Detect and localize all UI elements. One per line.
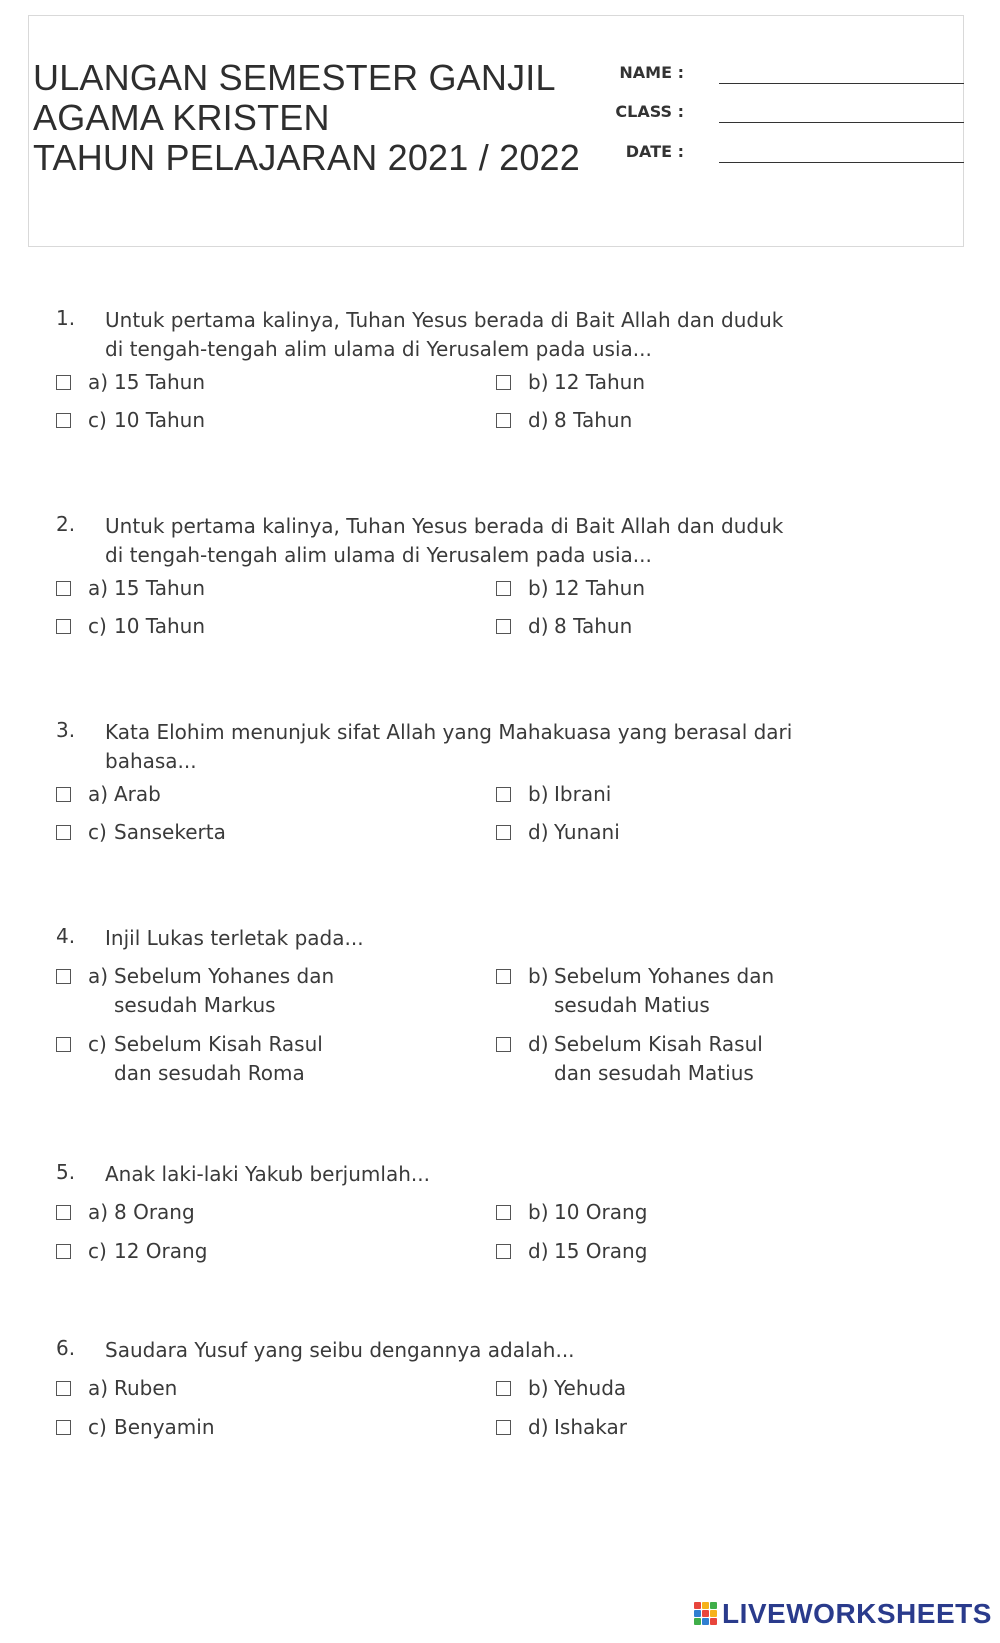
checkbox[interactable]	[56, 375, 71, 390]
option-letter: b)	[528, 782, 549, 806]
checkbox[interactable]	[56, 581, 71, 596]
option-text: 10 Tahun	[114, 408, 205, 432]
date-input-line[interactable]	[719, 162, 964, 163]
option-text-line: Sebelum Yohanes dan	[114, 964, 335, 988]
title-line-2: AGAMA KRISTEN	[33, 97, 330, 138]
option-text: 8 Tahun	[554, 614, 633, 638]
checkbox[interactable]	[56, 825, 71, 840]
option-text: 15 Orang	[554, 1239, 648, 1263]
question-number: 1.	[56, 306, 76, 330]
checkbox[interactable]	[496, 581, 511, 596]
question-text-line: Saudara Yusuf yang seibu dengannya adalah...	[105, 1338, 575, 1362]
checkbox[interactable]	[496, 375, 511, 390]
option-letter: c)	[88, 1415, 107, 1439]
question-text	[105, 1336, 825, 1365]
checkbox[interactable]	[56, 1244, 71, 1259]
option-letter: d)	[528, 1032, 549, 1056]
question-text-line: Injil Lukas terletak pada...	[105, 926, 364, 950]
name-field[interactable]	[569, 58, 964, 88]
option-text: Yunani	[554, 820, 620, 844]
question-number: 5.	[56, 1160, 76, 1184]
question-text	[105, 306, 825, 364]
question-text-line: Anak laki-laki Yakub berjumlah...	[105, 1162, 430, 1186]
checkbox[interactable]	[496, 969, 511, 984]
option-text: Ibrani	[554, 782, 612, 806]
option-text: 10 Tahun	[114, 614, 205, 638]
worksheet-title	[33, 58, 580, 178]
option-text: 8 Tahun	[554, 408, 633, 432]
class-label: CLASS :	[615, 102, 684, 121]
checkbox[interactable]	[56, 1037, 71, 1052]
question-4	[56, 924, 956, 1085]
option-letter: b)	[528, 1376, 549, 1400]
logo-grid-icon	[694, 1602, 718, 1626]
option-letter: d)	[528, 408, 549, 432]
option-text: 10 Orang	[554, 1200, 648, 1224]
option-text: Ruben	[114, 1376, 178, 1400]
option-text: 15 Tahun	[114, 576, 205, 600]
date-field[interactable]	[569, 137, 964, 167]
option-letter: c)	[88, 820, 107, 844]
option-text: 15 Tahun	[114, 370, 205, 394]
option-text-line: Sebelum Yohanes dan	[554, 964, 775, 988]
header-box	[28, 15, 964, 247]
option-text: Benyamin	[114, 1415, 215, 1439]
option-text-line: dan sesudah Roma	[114, 1061, 305, 1085]
question-text	[105, 1160, 825, 1189]
question-number: 6.	[56, 1336, 76, 1360]
checkbox[interactable]	[496, 787, 511, 802]
option-letter: d)	[528, 1239, 549, 1263]
question-text	[105, 718, 825, 776]
date-label: DATE :	[625, 142, 684, 161]
question-text	[105, 924, 825, 953]
checkbox[interactable]	[56, 1205, 71, 1220]
option-letter: a)	[88, 782, 109, 806]
question-text-line: di tengah-tengah alim ulama di Yerusalem pada usia...	[105, 543, 652, 567]
option-letter: b)	[528, 1200, 549, 1224]
option-letter: a)	[88, 576, 109, 600]
option-letter: d)	[528, 1415, 549, 1439]
title-line-1: ULANGAN SEMESTER GANJIL	[33, 57, 556, 98]
question-text-line: Untuk pertama kalinya, Tuhan Yesus berada di Bait Allah dan duduk	[105, 514, 784, 538]
option-letter: c)	[88, 408, 107, 432]
option-text-line: sesudah Markus	[114, 993, 276, 1017]
question-text-line: Kata Elohim menunjuk sifat Allah yang Mahakuasa yang berasal dari	[105, 720, 793, 744]
question-2	[56, 512, 956, 638]
checkbox[interactable]	[496, 413, 511, 428]
option-letter: c)	[88, 1032, 107, 1056]
checkbox[interactable]	[56, 413, 71, 428]
question-text	[105, 512, 825, 570]
option-text	[114, 1030, 323, 1088]
checkbox[interactable]	[496, 1037, 511, 1052]
question-number: 2.	[56, 512, 76, 536]
option-text	[114, 962, 334, 1020]
checkbox[interactable]	[56, 1420, 71, 1435]
checkbox[interactable]	[56, 787, 71, 802]
option-letter: a)	[88, 964, 109, 988]
liveworksheets-logo	[694, 1596, 992, 1632]
option-text-line: Sebelum Kisah Rasul	[554, 1032, 763, 1056]
name-input-line[interactable]	[719, 83, 964, 84]
question-text-line: bahasa...	[105, 749, 197, 773]
option-text: Yehuda	[554, 1376, 627, 1400]
option-letter: a)	[88, 1200, 109, 1224]
option-text: 12 Tahun	[554, 370, 645, 394]
option-letter: c)	[88, 1239, 107, 1263]
option-letter: d)	[528, 820, 549, 844]
option-text: Arab	[114, 782, 161, 806]
question-5	[56, 1160, 956, 1263]
checkbox[interactable]	[496, 1381, 511, 1396]
name-label: NAME :	[619, 63, 684, 82]
option-text-line: sesudah Matius	[554, 993, 710, 1017]
question-6	[56, 1336, 956, 1439]
question-1	[56, 306, 956, 432]
option-text-line: dan sesudah Matius	[554, 1061, 754, 1085]
logo-text: LIVEWORKSHEETS	[722, 1598, 992, 1629]
question-number: 4.	[56, 924, 76, 948]
checkbox[interactable]	[56, 619, 71, 634]
checkbox[interactable]	[496, 619, 511, 634]
checkbox[interactable]	[496, 825, 511, 840]
option-letter: a)	[88, 1376, 109, 1400]
option-text	[554, 1030, 763, 1088]
option-text: 12 Orang	[114, 1239, 208, 1263]
question-3	[56, 718, 956, 844]
checkbox[interactable]	[496, 1205, 511, 1220]
class-input-line[interactable]	[719, 122, 964, 123]
question-text-line: di tengah-tengah alim ulama di Yerusalem pada usia...	[105, 337, 652, 361]
option-text: Ishakar	[554, 1415, 627, 1439]
option-letter: b)	[528, 964, 549, 988]
question-number: 3.	[56, 718, 76, 742]
checkbox[interactable]	[496, 1244, 511, 1259]
option-letter: a)	[88, 370, 109, 394]
question-text-line: Untuk pertama kalinya, Tuhan Yesus berada di Bait Allah dan duduk	[105, 308, 784, 332]
title-line-3: TAHUN PELAJARAN 2021 / 2022	[33, 137, 580, 178]
checkbox[interactable]	[496, 1420, 511, 1435]
class-field[interactable]	[569, 97, 964, 127]
option-letter: c)	[88, 614, 107, 638]
option-text: 12 Tahun	[554, 576, 645, 600]
checkbox[interactable]	[56, 969, 71, 984]
option-text: Sansekerta	[114, 820, 226, 844]
option-text-line: Sebelum Kisah Rasul	[114, 1032, 323, 1056]
option-letter: d)	[528, 614, 549, 638]
checkbox[interactable]	[56, 1381, 71, 1396]
option-letter: b)	[528, 576, 549, 600]
option-text	[554, 962, 774, 1020]
option-text: 8 Orang	[114, 1200, 195, 1224]
option-letter: b)	[528, 370, 549, 394]
